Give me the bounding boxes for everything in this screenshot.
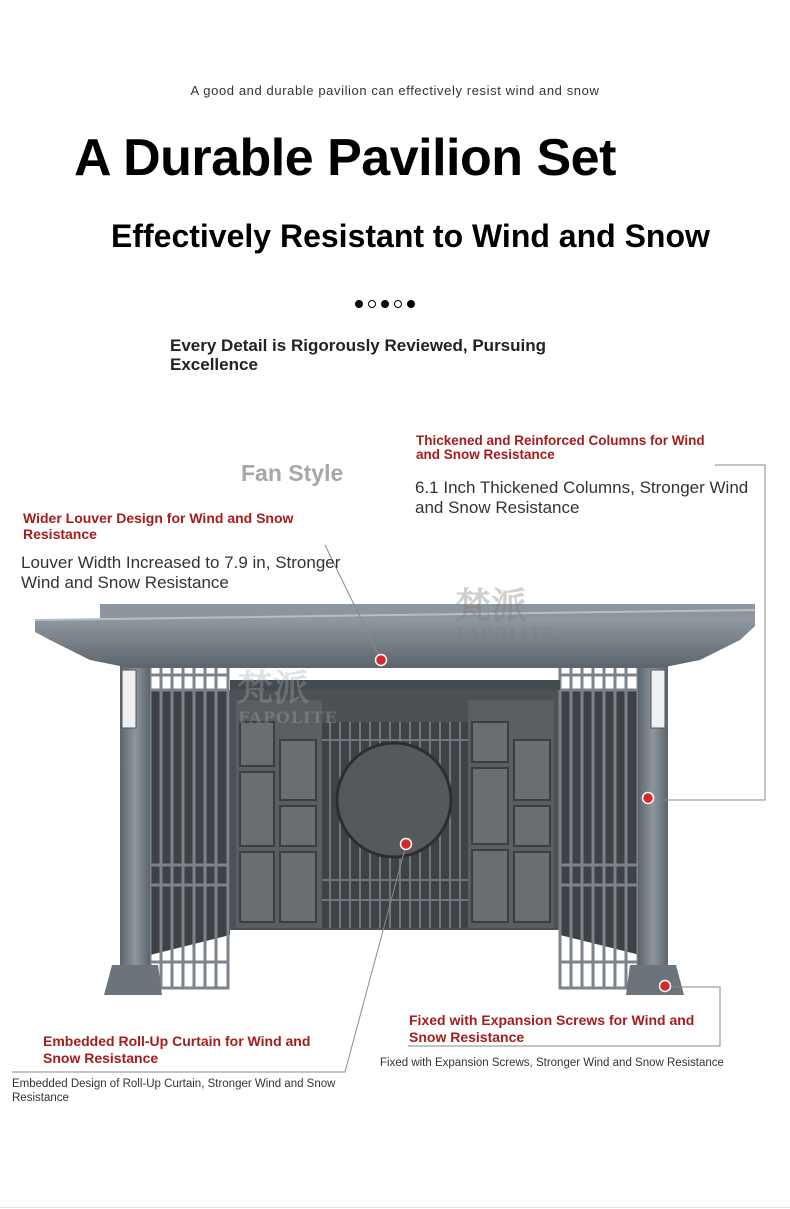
- page-title: A Durable Pavilion Set: [74, 129, 616, 187]
- louver-callout-desc: Louver Width Increased to 7.9 in, Stronger Wind and Snow Resistance: [21, 553, 341, 592]
- pagination-dots: [355, 300, 415, 308]
- watermark-logo-2: 梵派: [237, 667, 310, 709]
- dot-2: [368, 300, 376, 308]
- roof: [35, 604, 755, 668]
- watermark-text: FAPOLITE: [456, 624, 556, 643]
- bottom-divider: [0, 1207, 790, 1208]
- watermark-text-2: FAPOLITE: [238, 708, 338, 727]
- dot-5: [407, 300, 415, 308]
- detail-statement: Every Detail is Rigorously Reviewed, Pursuing Excellence: [170, 336, 547, 374]
- marker-columns: [643, 793, 654, 804]
- curtain-callout-desc: Embedded Design of Roll-Up Curtain, Stronger Wind and Snow Resistance: [12, 1078, 336, 1104]
- dot-3: [381, 300, 389, 308]
- marker-louver: [376, 655, 387, 666]
- marker-curtain: [401, 839, 412, 850]
- tagline: A good and durable pavilion can effectively resist wind and snow: [190, 83, 600, 98]
- louver-callout-title: Wider Louver Design for Wind and Snow Resistance: [23, 510, 294, 542]
- columns-callout-desc: 6.1 Inch Thickened Columns, Stronger Wind and Snow Resistance: [415, 478, 749, 517]
- marker-screws: [660, 981, 671, 992]
- columns-callout-title: Thickened and Reinforced Columns for Wind and Snow Resistance: [416, 433, 705, 462]
- style-label: Fan Style: [241, 460, 344, 486]
- watermark-logo: 梵派: [455, 585, 528, 627]
- page-subtitle: Effectively Resistant to Wind and Snow: [111, 218, 710, 254]
- screws-callout-title: Fixed with Expansion Screws for Wind and Snow Resistance: [409, 1012, 695, 1045]
- dot-1: [355, 300, 363, 308]
- screws-callout-desc: Fixed with Expansion Screws, Stronger Wind and Snow Resistance: [380, 1057, 724, 1069]
- curtain-callout-title: Embedded Roll-Up Curtain for Wind and Snow Resistance: [43, 1033, 311, 1066]
- dot-4: [394, 300, 402, 308]
